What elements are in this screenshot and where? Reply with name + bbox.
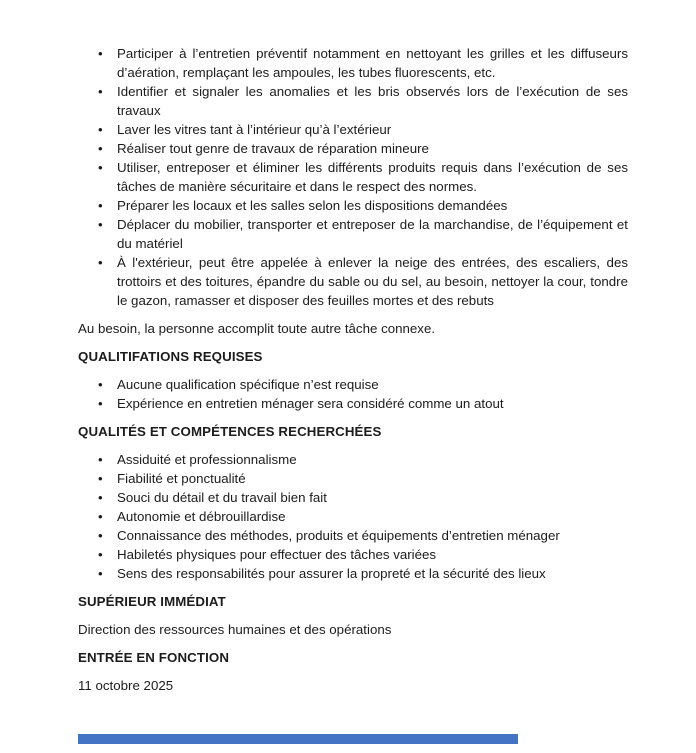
list-item: • Habiletés physiques pour effectuer des tâches variées: [78, 545, 628, 564]
list-item: • Assiduité et professionnalisme: [78, 450, 628, 469]
start-date-paragraph: 11 octobre 2025: [78, 678, 174, 693]
duties-list: [78, 44, 628, 310]
list-item: • Souci du détail et du travail bien fait: [78, 488, 628, 507]
selection-highlight-bar: [78, 734, 518, 744]
list-item: • Identifier et signaler les anomalies et les bris observés lors de l’exécution de ses travaux: [78, 82, 628, 120]
list-item: • Sens des responsabilités pour assurer la propreté et la sécurité des lieux: [78, 564, 628, 583]
list-item: • Expérience en entretien ménager sera considéré comme un atout: [78, 394, 628, 413]
list-item: • Laver les vitres tant à l’intérieur qu’à l’extérieur: [78, 120, 628, 139]
list-item: • Déplacer du mobilier, transporter et entreposer de la marchandise, de l’équipement et du matériel: [78, 215, 628, 253]
list-item: • À l'extérieur, peut être appelée à enlever la neige des entrées, des escaliers, des trottoirs et des toitures, épandre du sable ou du sel, au besoin, nettoyer la cour, tondre le gazon, ramasser et disposer des feuilles mortes et des rebuts: [78, 253, 628, 310]
superior-paragraph: Direction des ressources humaines et des opérations: [78, 622, 392, 637]
list-item: • Préparer les locaux et les salles selon les dispositions demandées: [78, 196, 628, 215]
list-item: • Utiliser, entreposer et éliminer les différents produits requis dans l’exécution de ses tâches de manière sécuritaire et dans le respect des normes.: [78, 158, 628, 196]
qualifications-list: [78, 375, 628, 413]
section-heading-superior: SUPÉRIEUR IMMÉDIAT: [78, 594, 226, 609]
section-heading-qualities: QUALITÉS ET COMPÉTENCES RECHERCHÉES: [78, 424, 382, 439]
list-item: • Fiabilité et ponctualité: [78, 469, 628, 488]
note-paragraph: Au besoin, la personne accomplit toute autre tâche connexe.: [78, 321, 436, 336]
list-item: • Autonomie et débrouillardise: [78, 507, 628, 526]
list-item: • Connaissance des méthodes, produits et équipements d’entretien ménager: [78, 526, 628, 545]
section-heading-qualifications: QUALITIFATIONS REQUISES: [78, 349, 263, 364]
qualities-list: [78, 450, 628, 583]
list-item: • Participer à l’entretien préventif notamment en nettoyant les grilles et les diffuseurs d’aération, remplaçant les ampoules, les tubes fluorescents, etc.: [78, 44, 628, 82]
list-item: • Aucune qualification spécifique n’est requise: [78, 375, 628, 394]
list-item: • Réaliser tout genre de travaux de réparation mineure: [78, 139, 628, 158]
section-heading-start-date: ENTRÉE EN FONCTION: [78, 650, 230, 665]
